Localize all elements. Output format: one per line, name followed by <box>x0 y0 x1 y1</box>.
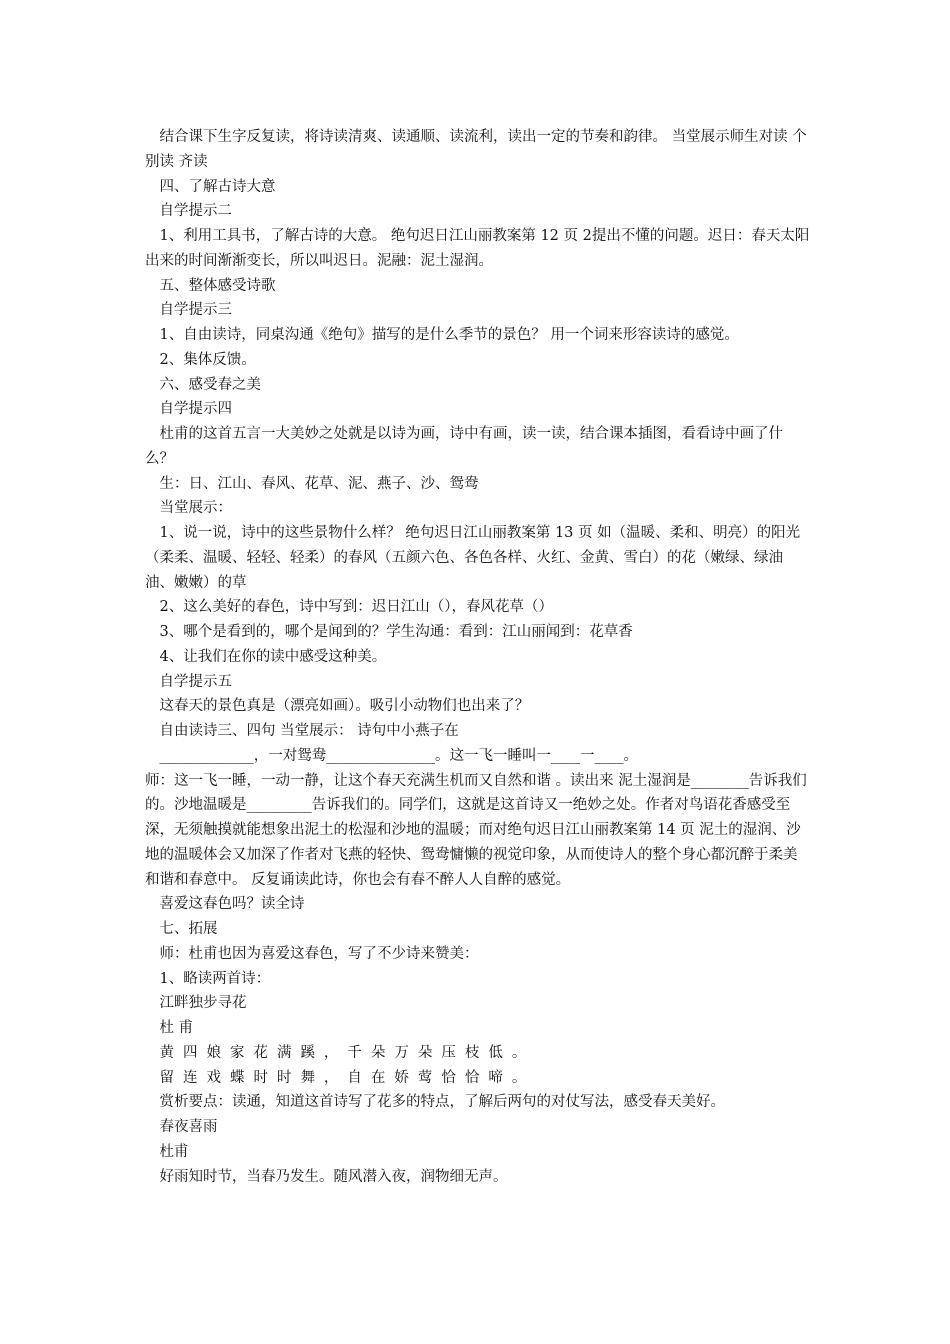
paragraph: 结合课下生字反复读，将诗读清爽、读通顺、读流利，读出一定的节奏和韵律。 当堂展示师生对读 个别读 齐读 <box>145 129 807 170</box>
paragraph: 2、这么美好的春色，诗中写到：迟日江山（），春风花草（） <box>159 599 553 616</box>
paragraph: 3、哪个是看到的，哪个是闻到的？学生沟通：看到：江山丽闻到：花草香 <box>159 624 633 640</box>
paragraph: 这春天的景色真是（漂亮如画）。吸引小动物们也出来了？ <box>159 698 530 715</box>
paragraph: 1、略读两首诗： <box>159 970 271 987</box>
poem-author: 杜 甫 <box>159 1020 194 1036</box>
prompt-heading: 自学提示五 <box>159 673 232 690</box>
poem-title: 江畔独步寻花 <box>159 995 247 1012</box>
paragraph: 赏析要点：读通，知道这首诗写了花多的特点，了解后两句的对仗写法，感受春天美好。 <box>159 1094 725 1111</box>
poem-line: 黄四娘家花满蹊，千朵万朵压枝低。 <box>159 1044 536 1061</box>
prompt-heading: 自学提示三 <box>159 302 232 319</box>
paragraph: 生：日、江山、春风、花草、泥、燕子、沙、鸳鸯 <box>159 475 479 492</box>
paragraph: 1、自由读诗，同桌沟通《绝句》描写的是什么季节的景色？ 用一个词来形容读诗的感觉。 <box>159 327 739 343</box>
section-heading: 六、感受春之美 <box>159 376 261 393</box>
poem-line: 好雨知时节，当春乃发生。随风潜入夜，润物细无声。 <box>159 1168 508 1185</box>
section-heading: 七、拓展 <box>159 921 218 937</box>
document-body <box>145 125 810 1189</box>
section-heading: 四、了解古诗大意 <box>159 178 276 195</box>
paragraph: 喜爱这春色吗？读全诗 <box>159 896 305 913</box>
fill-in-blank-line: _____________，一对鸳鸯_______________。这一飞一睡叫一____一____。 <box>159 747 638 764</box>
paragraph: 4、让我们在你的读中感受这种美。 <box>159 648 387 665</box>
paragraph: 师：杜甫也因为喜爱这春色，写了不少诗来赞美： <box>159 945 479 962</box>
poem-author: 杜甫 <box>159 1143 189 1160</box>
paragraph: 师：这一飞一睡，一动一静，让这个春天充满生机而又自然和谐 。读出来 泥土湿润是________告诉我们的。沙地温暖是_________告诉我们的。同学们，这就是这首诗又一绝妙之处。作者对鸟语花香感受至深，无须触摸就能想象出泥土的松湿和沙地的温暖；而对绝句迟日江山丽教案第 14 页 泥土的湿润、沙地的温暖体会又加深了作者对飞燕的轻快、鸳鸯慵懒的视觉印象，从而使诗人的整个身心都沉醉于柔美和谐和春意中。 反复诵读此诗，你也会有春不醉人人自醉的感觉。 <box>145 772 807 888</box>
prompt-heading: 自学提示二 <box>159 203 232 220</box>
paragraph: 1、利用工具书，了解古诗的大意。 绝句迟日江山丽教案第 12 页 2提出不懂的问题。迟日：春天太阳出来的时间渐渐变长，所以叫迟日。泥融：泥土湿润。 <box>145 228 810 269</box>
section-heading: 五、整体感受诗歌 <box>159 277 276 294</box>
paragraph: 当堂展示： <box>159 500 232 517</box>
paragraph: 1、说一说，诗中的这些景物什么样？ 绝句迟日江山丽教案第 13 页 如（温暖、柔和、明亮）的阳光（柔柔、温暖、轻轻、轻柔）的春风（五颜六色、各色各样、火红、金黄、雪白）的花（嫩绿、绿油油、嫩嫩）的草 <box>145 525 801 591</box>
paragraph: 杜甫的这首五言一大美妙之处就是以诗为画，诗中有画，读一读，结合课本插图，看看诗中画了什么？ <box>145 426 783 467</box>
poem-title: 春夜喜雨 <box>159 1119 218 1135</box>
prompt-heading: 自学提示四 <box>159 401 232 418</box>
poem-line: 留连戏蝶时时舞，自在娇莺恰恰啼。 <box>159 1069 536 1086</box>
paragraph: 2、集体反馈。 <box>159 351 256 368</box>
paragraph: 自由读诗三、四句 当堂展示： 诗句中小燕子在 <box>159 723 459 739</box>
